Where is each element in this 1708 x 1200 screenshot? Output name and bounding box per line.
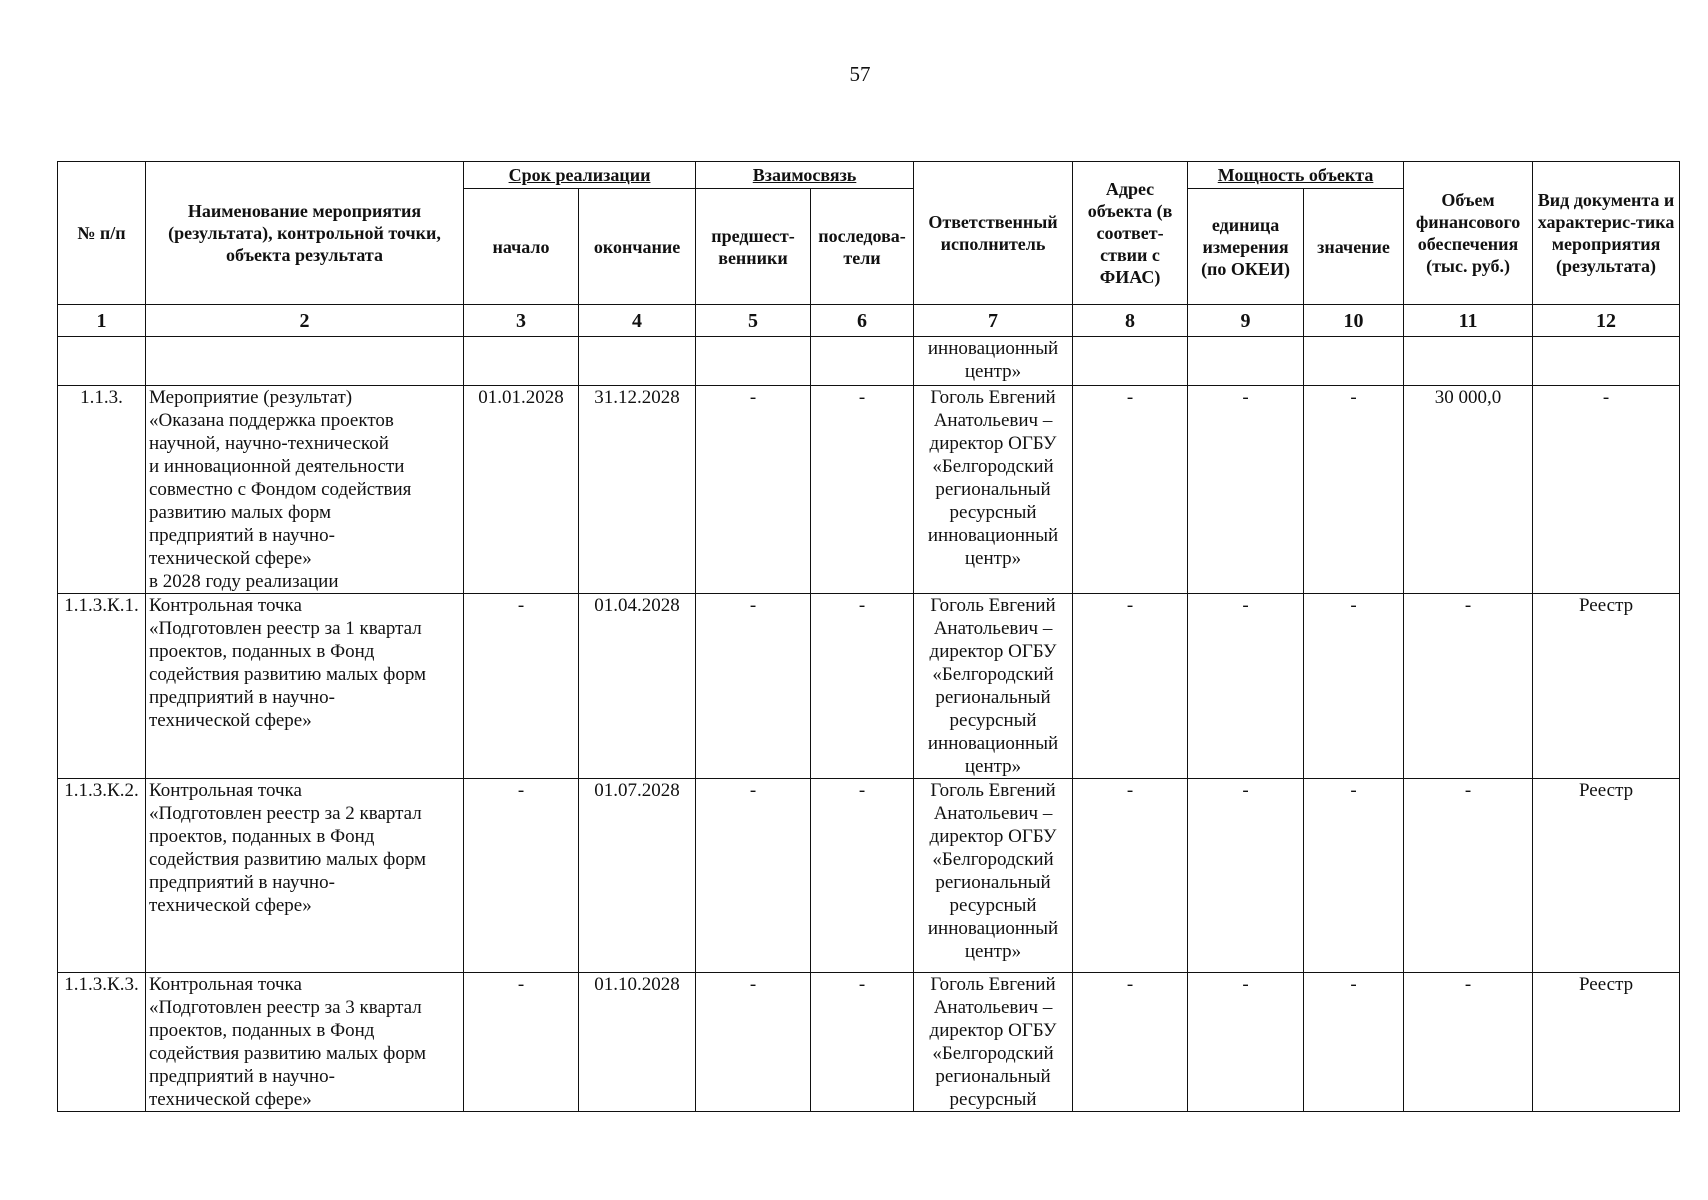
empty-cell	[811, 337, 914, 386]
empty-cell	[1304, 337, 1404, 386]
row-unit: -	[1188, 973, 1304, 1112]
row-id: 1.1.3.К.2.	[58, 779, 146, 973]
column-number: 12	[1533, 305, 1680, 337]
table-header	[58, 162, 1680, 337]
column-number: 1	[58, 305, 146, 337]
row-value: -	[1304, 386, 1404, 594]
row-predecessors: -	[696, 386, 811, 594]
header-group-term: Срок реализации	[464, 162, 696, 189]
row-executor: Гоголь Евгений Анатольевич – директор ОГБУ «Белгородский региональный ресурсный инновационный центр»	[914, 386, 1073, 594]
column-number: 7	[914, 305, 1073, 337]
table-row	[58, 594, 1680, 779]
empty-cell	[579, 337, 696, 386]
column-number: 10	[1304, 305, 1404, 337]
row-value: -	[1304, 594, 1404, 779]
column-number: 2	[146, 305, 464, 337]
empty-cell	[1073, 337, 1188, 386]
header-address: Адрес объекта (в соответ-ствии с ФИАС)	[1073, 162, 1188, 305]
column-number: 9	[1188, 305, 1304, 337]
row-start: 01.01.2028	[464, 386, 579, 594]
column-number: 6	[811, 305, 914, 337]
row-unit: -	[1188, 386, 1304, 594]
row-successors: -	[811, 386, 914, 594]
header-value: значение	[1304, 189, 1404, 305]
row-end: 31.12.2028	[579, 386, 696, 594]
column-number: 3	[464, 305, 579, 337]
row-executor: Гоголь Евгений Анатольевич – директор ОГБУ «Белгородский региональный ресурсный инновационный центр»	[914, 779, 1073, 973]
row-document: Реестр	[1533, 594, 1680, 779]
header-predecessors: предшест-венники	[696, 189, 811, 305]
empty-cell	[146, 337, 464, 386]
continuation-row	[58, 337, 1680, 386]
row-value: -	[1304, 779, 1404, 973]
row-successors: -	[811, 973, 914, 1112]
row-address: -	[1073, 779, 1188, 973]
row-id: 1.1.3.	[58, 386, 146, 594]
column-number: 8	[1073, 305, 1188, 337]
header-group-link: Взаимосвязь	[696, 162, 914, 189]
empty-cell	[1188, 337, 1304, 386]
column-number-row	[58, 305, 1680, 337]
row-id: 1.1.3.К.1.	[58, 594, 146, 779]
header-group-power: Мощность объекта	[1188, 162, 1404, 189]
row-document: Реестр	[1533, 973, 1680, 1112]
empty-cell	[58, 337, 146, 386]
executor-cell: инновационный центр»	[914, 337, 1073, 386]
header-unit: единица измерения (по ОКЕИ)	[1188, 189, 1304, 305]
header-end: окончание	[579, 189, 696, 305]
row-predecessors: -	[696, 594, 811, 779]
row-end: 01.10.2028	[579, 973, 696, 1112]
column-number: 4	[579, 305, 696, 337]
row-document: -	[1533, 386, 1680, 594]
row-end: 01.04.2028	[579, 594, 696, 779]
row-start: -	[464, 594, 579, 779]
row-name: Мероприятие (результат) «Оказана поддержка проектов научной, научно-технической и инновационной деятельности совместно с Фондом содействия развитию малых форм предприятий в научно- технической сфере» в 2028 году реализации	[146, 386, 464, 594]
row-executor: Гоголь Евгений Анатольевич – директор ОГБУ «Белгородский региональный ресурсный инновационный центр»	[914, 594, 1073, 779]
header-executor: Ответственный исполнитель	[914, 162, 1073, 305]
row-address: -	[1073, 386, 1188, 594]
row-executor: Гоголь Евгений Анатольевич – директор ОГБУ «Белгородский региональный ресурсный	[914, 973, 1073, 1112]
table-row	[58, 779, 1680, 973]
column-number: 11	[1404, 305, 1533, 337]
header-successors: последова-тели	[811, 189, 914, 305]
row-start: -	[464, 973, 579, 1112]
row-successors: -	[811, 594, 914, 779]
table-body	[58, 337, 1680, 1112]
header-number: № п/п	[58, 162, 146, 305]
row-start: -	[464, 779, 579, 973]
row-predecessors: -	[696, 779, 811, 973]
row-successors: -	[811, 779, 914, 973]
row-address: -	[1073, 973, 1188, 1112]
empty-cell	[1404, 337, 1533, 386]
page-number: 57	[849, 62, 871, 86]
header-finance: Объем финансового обеспечения (тыс. руб.)	[1404, 162, 1533, 305]
row-name: Контрольная точка «Подготовлен реестр за 2 квартал проектов, поданных в Фонд содействия развитию малых форм предприятий в научно- технической сфере»	[146, 779, 464, 973]
empty-cell	[464, 337, 579, 386]
header-start: начало	[464, 189, 579, 305]
column-number: 5	[696, 305, 811, 337]
row-name: Контрольная точка «Подготовлен реестр за 1 квартал проектов, поданных в Фонд содействия развитию малых форм предприятий в научно- технической сфере»	[146, 594, 464, 779]
row-name: Контрольная точка «Подготовлен реестр за 3 квартал проектов, поданных в Фонд содействия развитию малых форм предприятий в научно- технической сфере»	[146, 973, 464, 1112]
table-row	[58, 973, 1680, 1112]
row-end: 01.07.2028	[579, 779, 696, 973]
row-address: -	[1073, 594, 1188, 779]
row-id: 1.1.3.К.3.	[58, 973, 146, 1112]
table-row	[58, 386, 1680, 594]
header-name: Наименование мероприятия (результата), контрольной точки, объекта результата	[146, 162, 464, 305]
row-value: -	[1304, 973, 1404, 1112]
row-document: Реестр	[1533, 779, 1680, 973]
row-finance: -	[1404, 973, 1533, 1112]
row-finance: -	[1404, 594, 1533, 779]
row-finance: 30 000,0	[1404, 386, 1533, 594]
row-unit: -	[1188, 594, 1304, 779]
empty-cell	[1533, 337, 1680, 386]
plan-table	[57, 161, 1680, 1112]
row-finance: -	[1404, 779, 1533, 973]
header-document: Вид документа и характерис-тика мероприятия (результата)	[1533, 162, 1680, 305]
row-unit: -	[1188, 779, 1304, 973]
empty-cell	[696, 337, 811, 386]
row-predecessors: -	[696, 973, 811, 1112]
